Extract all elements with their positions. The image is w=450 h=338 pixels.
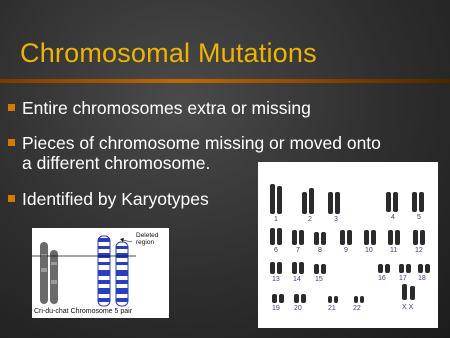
bullet-square-icon bbox=[8, 139, 15, 146]
chromosome-number: 16 bbox=[378, 275, 386, 282]
chromosome-number: 14 bbox=[293, 276, 301, 283]
slide-title: Chromosomal Mutations bbox=[20, 38, 317, 68]
karyotype-figure bbox=[258, 162, 438, 328]
chromosome-number: 15 bbox=[315, 276, 323, 283]
title-underline bbox=[0, 79, 450, 83]
bullet-text: Pieces of chromosome missing or moved onto bbox=[22, 133, 381, 153]
chromosome-number: 20 bbox=[294, 305, 302, 312]
chromosome-number: 11 bbox=[390, 247, 398, 254]
chromosome-number: 21 bbox=[328, 305, 336, 312]
chromosome-number: 4 bbox=[391, 214, 395, 221]
chromosome-number: 13 bbox=[272, 276, 280, 283]
chromosome-number: 2 bbox=[308, 216, 312, 223]
chromosome-number: 8 bbox=[318, 247, 322, 254]
bullet-square-icon bbox=[8, 195, 15, 202]
chromosome-number: 3 bbox=[334, 216, 338, 223]
bullet-text: Identified by Karyotypes bbox=[22, 189, 209, 209]
chromosome-number: 12 bbox=[415, 247, 423, 254]
chromosome-number: 6 bbox=[274, 247, 278, 254]
chromosome-number: 5 bbox=[417, 214, 421, 221]
chromosome-number: 22 bbox=[353, 305, 361, 312]
chromosome-number: 18 bbox=[418, 275, 426, 282]
chromosome-number: 1 bbox=[274, 216, 278, 223]
bullet-square-icon bbox=[8, 104, 15, 111]
chromosome-number: X X bbox=[402, 304, 414, 311]
cri-du-chat-figure bbox=[32, 228, 169, 318]
chromosome-number: 9 bbox=[344, 247, 348, 254]
bullet-text: a different chromosome. bbox=[22, 153, 211, 173]
deleted-region-callout bbox=[136, 232, 158, 246]
callout-line-2: region bbox=[136, 239, 155, 246]
chromosome-number: 19 bbox=[272, 305, 280, 312]
bullet-text: Entire chromosomes extra or missing bbox=[22, 98, 311, 118]
chromosome-number: 7 bbox=[296, 247, 300, 254]
callout-line-1: Deleted bbox=[136, 232, 159, 239]
chromosome-number: 10 bbox=[365, 247, 373, 254]
chromosome-number: 17 bbox=[399, 275, 407, 282]
figure-caption: Cri-du-chat Chromosome 5 pair bbox=[34, 308, 133, 315]
